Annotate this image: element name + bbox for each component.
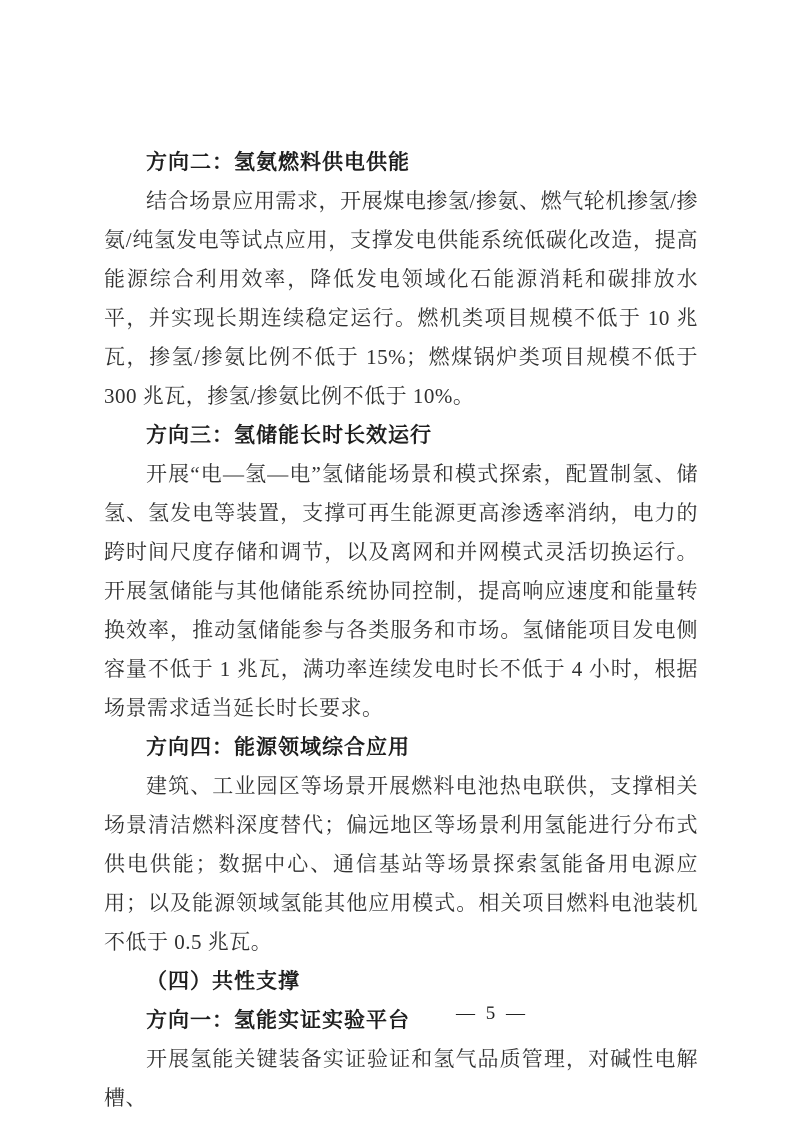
paragraph-energy-application: 建筑、工业园区等场景开展燃料电池热电联供，支撑相关场景清洁燃料深度替代；偏远地区等场景利用氢能进行分布式供电供能；数据中心、通信基站等场景探索氢能备用电源应用；以及能源领域氢能其他应用模式。相关项目燃料电池装机不低于 0.5 兆瓦。 xyxy=(104,774,698,954)
paragraph-verification-platform-intro: 开展氢能关键装备实证验证和氢气品质管理，对碱性电解槽、 xyxy=(104,1047,698,1110)
heading-section-4-common-support: （四）共性支撑 xyxy=(146,970,300,993)
paragraph-fuel-power-supply: 结合场景应用需求，开展煤电掺氢/掺氨、燃气轮机掺氢/掺氨/纯氢发电等试点应用，支撑发电供能系统低碳化改造，提高能源综合利用效率，降低发电领域化石能源消耗和碳排放水平，并实现长期连续稳定运行。燃机类项目规模不低于 10 兆瓦，掺氢/掺氨比例不低于 15%；燃煤锅炉类项目规模不低于 300 兆瓦，掺氢/掺氨比例不低于 10%。 xyxy=(104,189,698,408)
paragraph-hydrogen-energy-storage: 开展“电—氢—电”氢储能场景和模式探索，配置制氢、储氢、氢发电等装置，支撑可再生能源更高渗透率消纳，电力的跨时间尺度存储和调节，以及离网和并网模式灵活切换运行。开展氢储能与其他储能系统协同控制，提高响应速度和能量转换效率，推动氢储能参与各类服务和市场。氢储能项目发电侧容量不低于 1 兆瓦，满功率连续发电时长不低于 4 小时，根据场景需求适当延长时长要求。 xyxy=(104,462,698,720)
page-number: — 5 — xyxy=(456,1003,528,1024)
heading-direction-2-hydrogen-ammonia-fuel: 方向二：氢氨燃料供电供能 xyxy=(146,151,410,174)
heading-direction-1-hydrogen-verification-platform: 方向一：氢能实证实验平台 xyxy=(146,1009,410,1032)
heading-direction-3-hydrogen-storage: 方向三：氢储能长时长效运行 xyxy=(146,424,432,447)
heading-direction-4-energy-comprehensive-application: 方向四：能源领域综合应用 xyxy=(146,736,410,759)
document-body xyxy=(104,143,698,1118)
